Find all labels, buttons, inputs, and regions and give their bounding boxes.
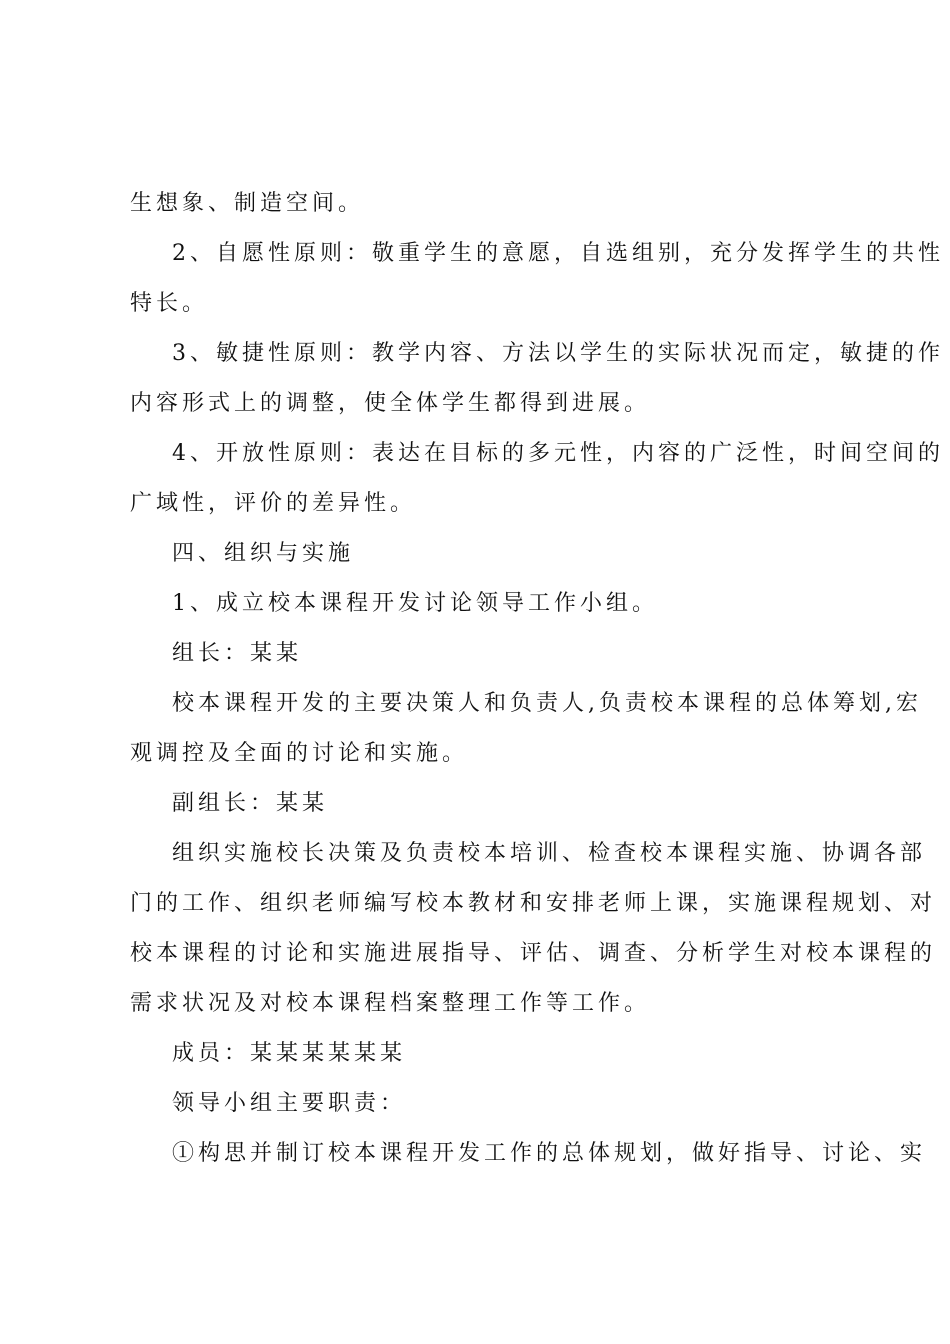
- text-line: 校本课程的讨论和实施进展指导、评估、调查、分析学生对校本课程的: [130, 941, 937, 966]
- text-line: ①构思并制订校本课程开发工作的总体规划，做好指导、讨论、实: [172, 1141, 927, 1166]
- text-line: 门的工作、组织老师编写校本教材和安排老师上课，实施课程规划、对: [130, 891, 937, 916]
- text-line: 领导小组主要职责：: [172, 1091, 407, 1116]
- text-line: 生想象、制造空间。: [130, 191, 365, 216]
- text-line: 副组长：某某: [172, 791, 329, 816]
- text-line: 4、开放性原则：表达在目标的多元性，内容的广泛性，时间空间的: [172, 441, 944, 466]
- text-line: 需求状况及对校本课程档案整理工作等工作。: [130, 991, 651, 1016]
- text-line: 组织实施校长决策及负责校本培训、检查校本课程实施、协调各部: [172, 841, 927, 866]
- section-heading: 四、组织与实施: [172, 541, 355, 566]
- text-line: 成员：某某某某某某: [172, 1041, 407, 1066]
- text-line: 特长。: [130, 291, 209, 316]
- text-line: 内容形式上的调整，使全体学生都得到进展。: [130, 391, 651, 416]
- text-line: 1、成立校本课程开发讨论领导工作小组。: [172, 591, 658, 616]
- text-line: 组长：某某: [172, 641, 303, 666]
- text-line: 校本课程开发的主要决策人和负责人,负责校本课程的总体筹划,宏: [172, 691, 922, 716]
- text-line: 2、自愿性原则：敬重学生的意愿，自选组别，充分发挥学生的共性: [172, 241, 944, 266]
- text-line: 观调控及全面的讨论和实施。: [130, 741, 469, 766]
- text-line: 3、敏捷性原则：教学内容、方法以学生的实际状况而定，敏捷的作: [172, 341, 944, 366]
- text-line: 广域性，评价的差异性。: [130, 491, 417, 516]
